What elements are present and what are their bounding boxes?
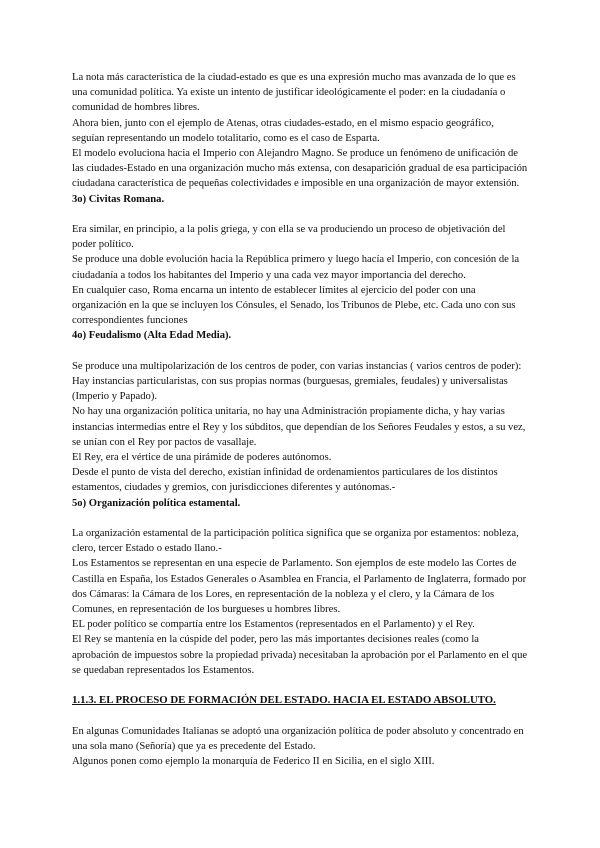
spacer [72, 708, 528, 723]
paragraph: En algunas Comunidades Italianas se adoptó una organización política de poder absoluto y concentrado en una sola mano (Señoría) que ya es precedente del Estado. [72, 725, 524, 752]
spacer [72, 678, 528, 693]
paragraph: La organización estamental de la participación política significa que se organiza por estamentos: nobleza, clero, tercer Estado o estado llano.- [72, 528, 519, 555]
paragraph: En cualquier caso, Roma encarna un intento de establecer límites al ejercicio del poder con una organización en la que se incluyen los Cónsules, el Senado, los Tribunos de Plebe, etc. Cada uno con sus correspondientes funciones [72, 284, 516, 327]
paragraph: Hay instancias particularistas, con sus propias normas (burguesas, gremiales, feudales) y universalistas (Imperio y Papado). [72, 376, 508, 403]
paragraph: Algunos ponen como ejemplo la monarquía de Federico II en Sicilia, en el siglo XIII. [72, 756, 435, 768]
paragraph: El Rey se mantenía en la cúspide del poder, pero las más importantes decisiones reales (como la aprobación de impuestos sobre la propiedad privada) necesitaban la aprobación por el Parlamento en el que se quedaban representados los Estamentos. [72, 634, 528, 676]
section-title: 1.1.3. EL PROCESO DE FORMACIÓN DEL ESTADO. HACIA EL ESTADO ABSOLUTO. [72, 694, 496, 707]
spacer [72, 511, 528, 526]
paragraph: Era similar, en principio, a la polis griega, y con ella se va produciendo un proceso de objetivación del poder político. [72, 224, 506, 251]
paragraph: Los Estamentos se representan en una especie de Parlamento. Son ejemplos de este modelo las Cortes de Castilla en España, los Estados Generales o Asamblea en Francia, el Parlamento de Inglaterra, formado por dos Cámaras: la Cámara de los Lores, en representación de la nobleza y el clero, y la Cámara de los Comunes, en representación de los burgueses u hombres libres. [72, 558, 527, 616]
spacer [72, 207, 528, 222]
paragraph: Se produce una doble evolución hacia la República primero y luego hacía el Imperio, con concesión de la ciudadanía a todos los habitantes del Imperio y una cada vez mayor importancia del derecho. [72, 254, 520, 281]
heading-civitas-romana: 3o) Civitas Romana. [72, 193, 165, 205]
document-page [72, 70, 528, 769]
heading-feudalismo: 4o) Feudalismo (Alta Edad Media). [72, 330, 232, 342]
paragraph: El modelo evoluciona hacia el Imperio con Alejandro Magno. Se produce un fenómeno de unificación de las ciudades-Estado en una organización mucho más extensa, con desaparición gradual de esa participación ciudadana característica de pequeñas colectividades e imposible en una organización de mayor extensión. [72, 148, 528, 190]
paragraph: EL poder político se compartía entre los Estamentos (representados en el Parlamento) y el Rey. [72, 619, 475, 631]
heading-organizacion-estamental: 5o) Organización política estamental. [72, 497, 241, 509]
paragraph: La nota más característica de la ciudad-estado es que es una expresión mucho mas avanzada de lo que es una comunidad política. Ya existe un intento de justificar ideológicamente el poder: en la ciudadanía o comunidad de hombres libres. [72, 72, 516, 114]
spacer [72, 344, 528, 359]
paragraph: No hay una organización política unitaria, no hay una Administración propiamente dicha, y hay varias instancias intermedias entre el Rey y los súbditos, que dependían de los Señores Feudales y estos, a su vez, se unían con el Rey por pactos de vasallaje. [72, 406, 526, 448]
paragraph: Desde el punto de vista del derecho, existían infinidad de ordenamientos particulares de los distintos estamentos, ciudades y gremios, con jurisdicciones diferentes y autónomas.- [72, 467, 498, 494]
paragraph: El Rey, era el vértice de una pirámide de poderes autónomos. [72, 452, 332, 464]
paragraph: Se produce una multipolarización de los centros de poder, con varias instancias ( varios centros de poder): [72, 360, 522, 372]
paragraph: Ahora bien, junto con el ejemplo de Atenas, otras ciudades-estado, en el mismo espacio geográfico, seguían representando un modelo totalitario, como es el caso de Esparta. [72, 117, 494, 144]
